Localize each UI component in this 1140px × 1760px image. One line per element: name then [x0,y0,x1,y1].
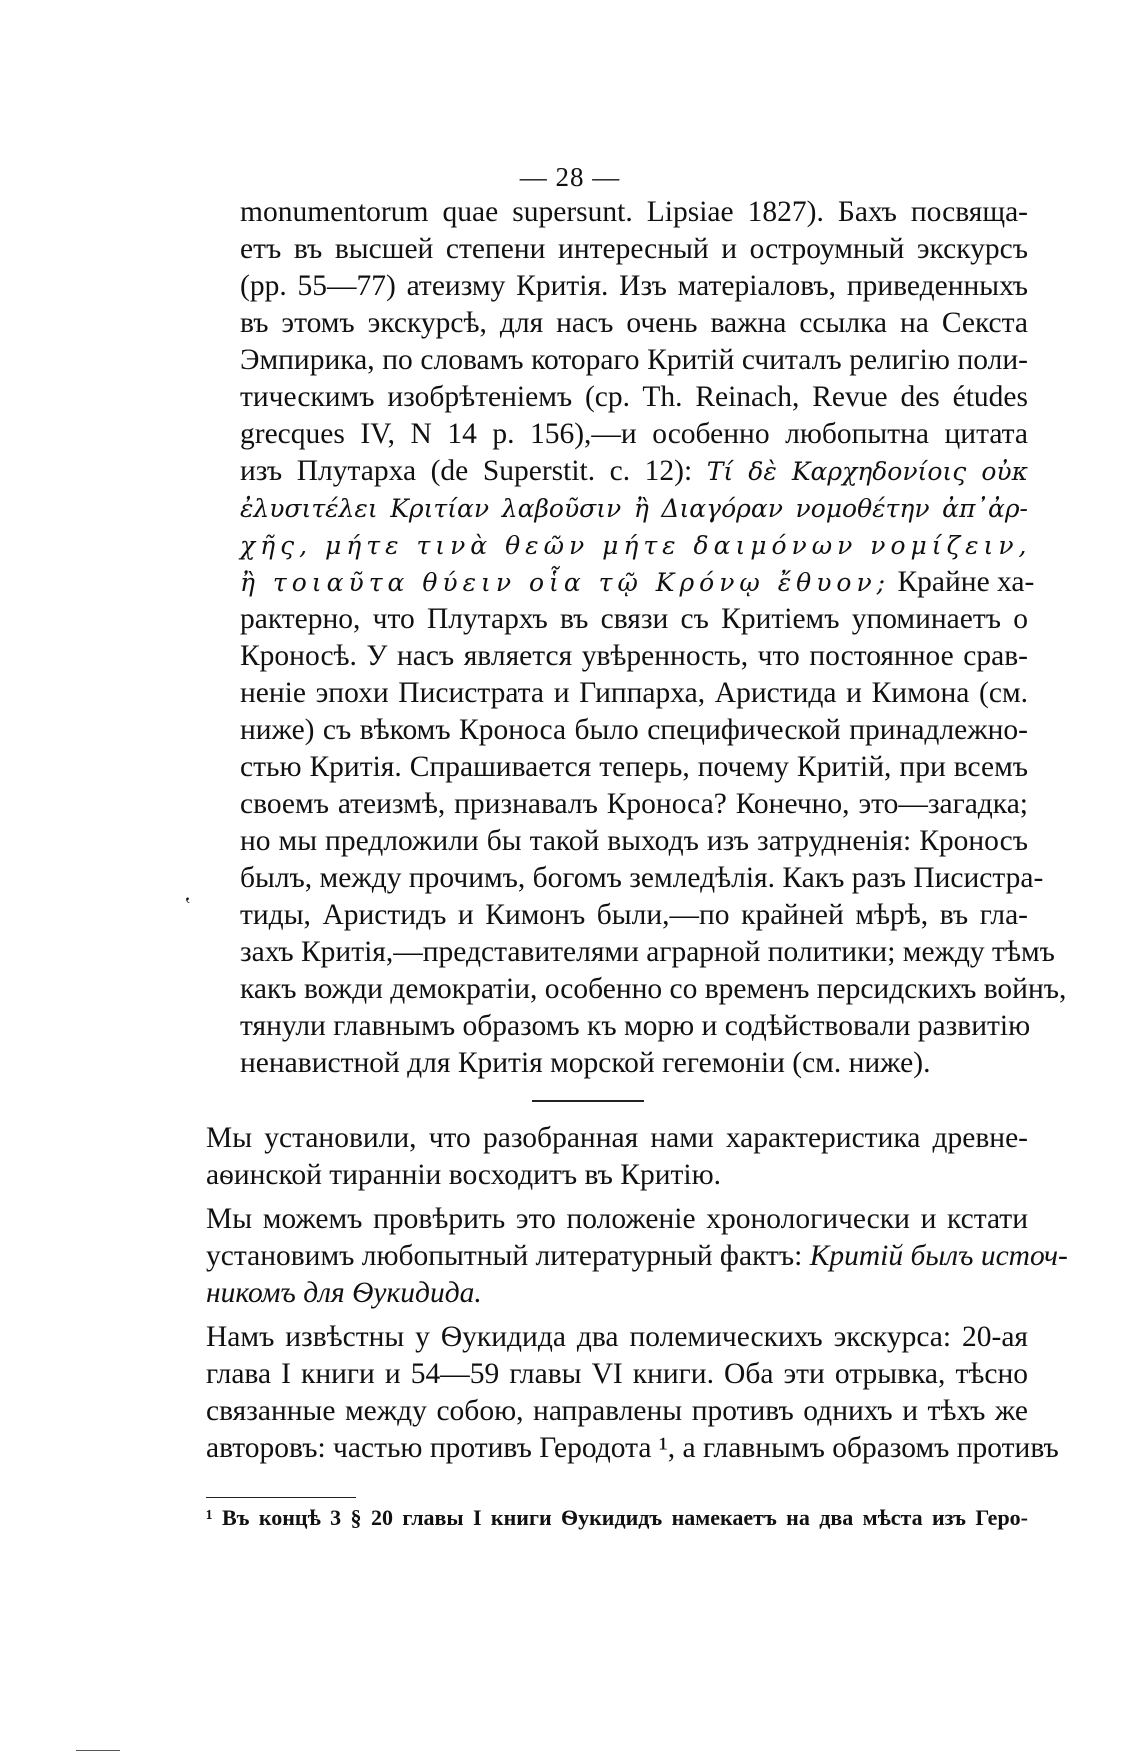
quote-line: захъ Критія,—представителями аграрной политики; между тѣмъ [240,936,1055,968]
footnote: ¹ Въ концѣ 3 § 20 главы I книги Ѳукидидъ намекаетъ на два мѣста изъ Геро- [206,1505,1028,1530]
paragraph [206,1319,1059,1467]
quote-line: етъ въ высшей степени интересный и остроумный экскурсъ [240,233,1028,265]
text-line: глава I книги и 54—59 главы VI книги. Оба эти отрывка, тѣсно [206,1358,1028,1390]
greek-citation: Τί δὲ Καρχηδονίοις οὐκ [706,457,1028,486]
paragraph [206,1120,1028,1194]
text-line: авторовъ: частью противъ Геродота ¹, а главнымъ образомъ противъ [206,1432,1059,1464]
text-line: Мы можемъ провѣрить это положеніе хронологически и кстати [206,1203,1028,1235]
quote-line: monumentorum quae supersunt. Lipsiae 1827). Бахъ посвяща- [240,196,1028,228]
quote-block [240,194,1067,1082]
italic-emphasis: Критій былъ источ- [809,1240,1068,1272]
greek-citation: χῆς, μήτε τινὰ θεῶν μήτε δαιμόνων νομίζειν, [240,531,1032,560]
text-line-with-italic [206,1238,1068,1275]
italic-emphasis: никомъ для Ѳукидида. [206,1277,482,1309]
stray-print-mark: ‛ [184,892,192,917]
quote-line: grecques IV, N 14 p. 156),—и особенно любопытна цитата [240,418,1028,450]
quote-line-with-greek [240,564,1035,601]
quote-line: былъ, между прочимъ, богомъ земледѣлія. Какъ разъ Писистра- [240,862,1044,894]
section-divider [532,1100,644,1102]
page-edge-mark [76,1750,120,1751]
text-line: Мы установили, что разобранная нами характеристика древне- [206,1122,1028,1154]
quote-line-text: Крайне ха- [897,566,1035,598]
quote-line: Эмпирика, по словамъ котораго Критій считалъ религію поли- [240,344,1028,376]
quote-line: рактерно, что Плутархъ въ связи съ Критіемъ упоминаетъ о [240,603,1028,635]
quote-line: тическимъ изобрѣтеніемъ (cp. Th. Reinach, Revue des études [240,381,1028,413]
quote-line: тянули главнымъ образомъ къ морю и содѣйствовали развитію [240,1010,1031,1042]
quote-line: ниже) съ вѣкомъ Кроноса было специфической принадлежно- [240,714,1028,746]
quote-line: своемъ атеизмѣ, признавалъ Кроноса? Конечно, это—загадка; [240,788,1028,820]
quote-line: тиды, Аристидъ и Кимонъ были,—по крайней мѣрѣ, въ гла- [240,899,1028,931]
quote-line: въ этомъ экскурсѣ, для насъ очень важна ссылка на Секста [240,307,1028,339]
text-line: аѳинской тиранніи восходитъ въ Критію. [206,1159,722,1191]
text-line: Намъ извѣстны у Ѳукидида два полемическихъ экскурса: 20-ая [206,1321,1028,1353]
quote-line: какъ вожди демократіи, особенно со временъ персидскихъ войнъ, [240,973,1067,1005]
page-number: — 28 — [519,162,621,192]
quote-line: стью Критія. Спрашивается теперь, почему Критій, при всемъ [240,751,1028,783]
quote-line: неніе эпохи Писистрата и Гиппарха, Аристида и Кимона (см. [240,677,1028,709]
text-line: связанные между собою, направлены противъ однихъ и тѣхъ же [206,1395,1028,1427]
paragraph [206,1201,1068,1312]
main-text [206,1120,1068,1474]
quote-line-text: изъ Плутарха (de Superstit. c. 12): [240,455,693,487]
footnote-divider [206,1497,356,1498]
greek-citation: ἐλυσιτέλει Κριτίαν λαβοῦσιν ἢ Διαγόραν νομοθέτην ἀπ᾽ἀρ- [240,494,1028,523]
text-line: установимъ любопытный литературный фактъ: [206,1240,803,1272]
greek-citation: ἢ τοιαῦτα θύειν οἷα τῷ Κρόνῳ ἔθυον; [240,568,891,597]
quote-line: (pp. 55—77) атеизму Критія. Изъ матеріаловъ, приведенныхъ [240,270,1028,302]
quote-line: Кроносѣ. У насъ является увѣренность, что постоянное срав- [240,640,1028,672]
text-line-italic [206,1275,1028,1312]
quote-line-with-greek [240,453,1028,490]
quote-line: ненавистной для Критія морской гегемоніи (см. ниже). [240,1047,931,1079]
quote-line: но мы предложили бы такой выходъ изъ затрудненія: Кроносъ [240,825,1028,857]
